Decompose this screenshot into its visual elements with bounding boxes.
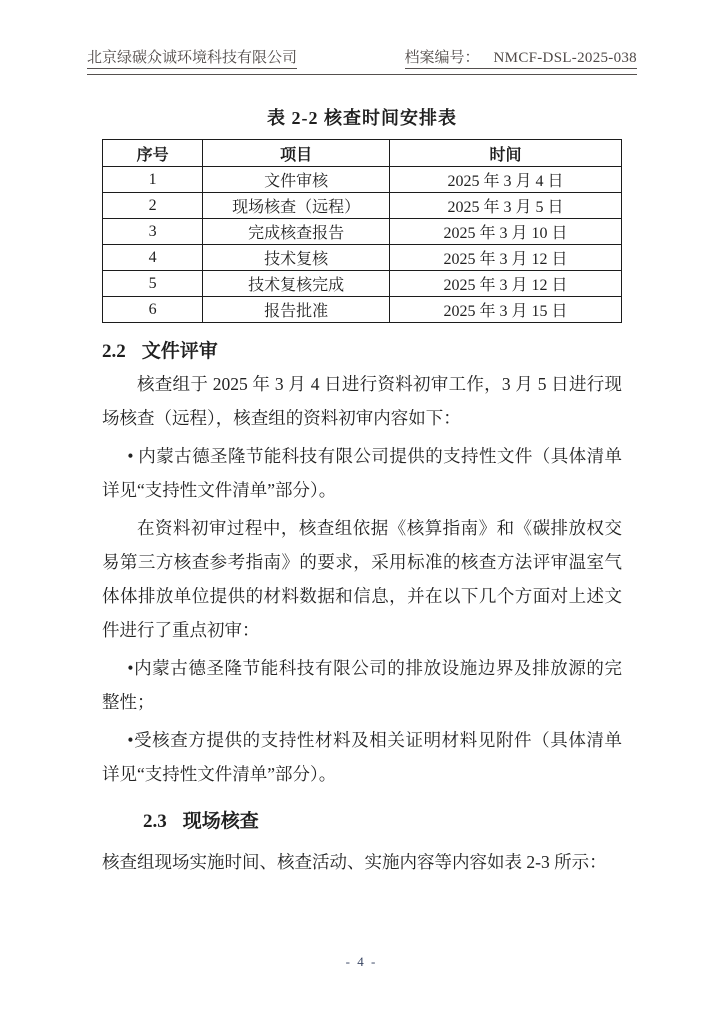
cell-time: 2025 年 3 月 12 日	[389, 245, 621, 271]
file-number	[405, 46, 637, 69]
bullet-paragraph: •受核查方提供的支持性材料及相关证明材料见附件（具体清单详见“支持性文件清单”部分）。	[102, 730, 622, 784]
verification-schedule-table	[102, 139, 622, 323]
cell-item: 技术复核	[203, 245, 390, 271]
cell-item: 技术复核完成	[203, 271, 390, 297]
paragraph: 核查组于 2025 年 3 月 4 日进行资料初审工作，3 月 5 日进行现场核查（远程），核查组的资料初审内容如下：	[102, 374, 622, 428]
cell-item: 现场核查（远程）	[203, 193, 390, 219]
cell-index: 4	[103, 245, 203, 271]
cell-item: 报告批准	[203, 297, 390, 323]
column-header-index: 序号	[103, 140, 203, 167]
section-heading-2-3	[102, 806, 622, 833]
cell-index: 1	[103, 167, 203, 193]
cell-time: 2025 年 3 月 5 日	[389, 193, 621, 219]
bullet-paragraph: •内蒙古德圣隆节能科技有限公司的排放设施边界及排放源的完整性；	[102, 658, 622, 712]
bullet-paragraph: • 内蒙古德圣隆节能科技有限公司提供的支持性文件（具体清单详见“支持性文件清单”部分）。	[102, 446, 622, 500]
cell-item: 完成核查报告	[203, 219, 390, 245]
file-number-value: NMCF-DSL-2025-038	[493, 50, 637, 66]
company-name: 北京绿碳众诚环境科技有限公司	[87, 46, 297, 69]
table-row	[103, 193, 622, 219]
table-header-row	[103, 140, 622, 167]
section-title: 文件评审	[141, 341, 218, 362]
column-header-time: 时间	[389, 140, 621, 167]
table-row	[103, 297, 622, 323]
table-row	[103, 219, 622, 245]
table-row	[103, 271, 622, 297]
page-number: - 4 -	[345, 954, 378, 969]
table-row	[103, 245, 622, 271]
cell-item: 文件审核	[203, 167, 390, 193]
column-header-item: 项目	[203, 140, 390, 167]
cell-time: 2025 年 3 月 10 日	[389, 219, 621, 245]
section-heading-2-2	[102, 336, 622, 363]
page-body	[102, 94, 622, 879]
cell-index: 3	[103, 219, 203, 245]
cell-index: 2	[103, 193, 203, 219]
cell-index: 6	[103, 297, 203, 323]
table-row	[103, 167, 622, 193]
cell-index: 5	[103, 271, 203, 297]
page-header	[87, 46, 637, 75]
cell-time: 2025 年 3 月 12 日	[389, 271, 621, 297]
cell-time: 2025 年 3 月 15 日	[389, 297, 621, 323]
file-number-label: 档案编号：	[404, 50, 480, 66]
section-number: 2.3	[143, 811, 167, 832]
cell-time: 2025 年 3 月 4 日	[389, 167, 621, 193]
table-caption: 表 2-2 核查时间安排表	[267, 108, 457, 128]
paragraph: 在资料初审过程中，核查组依据《核算指南》和《碳排放权交易第三方核查参考指南》的要求，采用标准的核查方法评审温室气体体排放单位提供的材料数据和信息，并在以下几个方面对上述文件进行了重点初审：	[102, 518, 622, 640]
paragraph: 核查组现场实施时间、核查活动、实施内容等内容如表 2-3 所示：	[102, 852, 607, 872]
section-title: 现场核查	[182, 811, 259, 832]
section-number: 2.2	[102, 341, 126, 362]
